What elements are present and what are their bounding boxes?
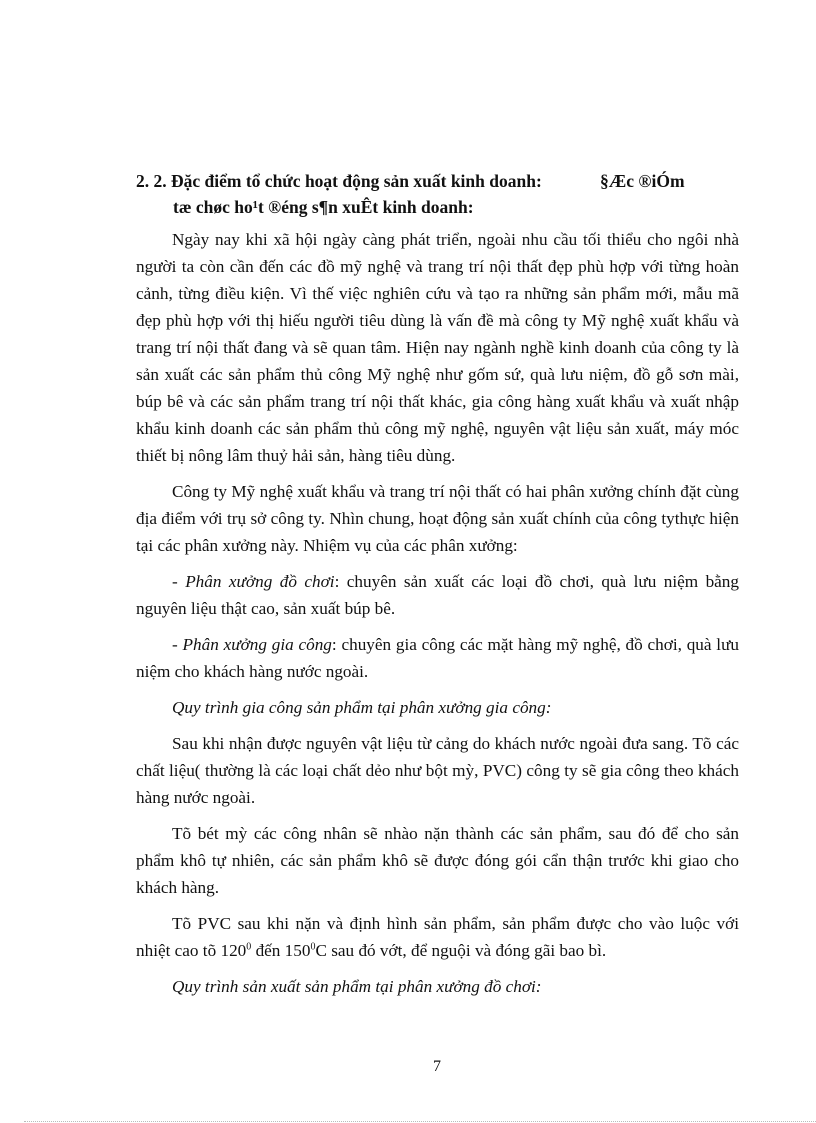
term-description: : chuyên gia công các mặt hàng mỹ nghệ, đồ chơi, quà lưu niệm cho khách hàng nước ngoài. [136,635,739,681]
paragraph: Tõ bét mỳ các công nhân sẽ nhào nặn thành các sản phẩm, sau đó để cho sản phẩm khô tự nhiên, các sản phẩm khô sẽ được đóng gói cẩn thận trước khi giao cho khách hàng. [136,824,739,897]
term-processing-workshop: Phân xưởng gia công [182,635,332,654]
paragraph: Sau khi nhận được nguyên vật liệu từ cảng do khách nước ngoài đưa sang. Tõ các chất liệu( thường là các loại chất dẻo như bột mỳ, PVC) công ty sẽ gia công theo khách hàng nước ngoài. [136,734,739,807]
page-number: 7 [433,1058,441,1075]
dash-prefix: - [172,635,183,654]
text-run: Tõ PVC sau khi nặn và định hình sản phẩm, sản phẩm được cho vào luộc với nhiệt cao tõ 120 [136,914,739,960]
list-item-processing-workshop [136,631,739,685]
superscript: 0 [246,941,252,953]
body-text [136,226,739,1009]
page-bottom-divider [24,1121,816,1122]
paragraph: Công ty Mỹ nghệ xuất khẩu và trang trí nội thất có hai phân xưởng chính đặt cùng địa điểm với trụ sở công ty. Nhìn chung, hoạt động sản xuất chính của công tythực hiện tại các phân xưởng này. Nhiệm vụ của các phân xưởng: [136,482,739,555]
heading-garbled-text: §Æc ®iÓm [600,171,685,191]
text-run: C sau đó vớt, để nguội và đóng gãi bao bì. [315,941,607,960]
heading-line-2: tæ chøc ho¹t ®éng s¶n xuÊt kinh doanh: [173,197,474,217]
superscript: 0 [310,941,316,953]
term-description: : chuyên sản xuất các loại đồ chơi, quà lưu niệm bằng nguyên liệu thật cao, sản xuất búp bê. [136,572,739,618]
paragraph: Ngày nay khi xã hội ngày càng phát triển, ngoài nhu cầu tối thiểu cho ngôi nhà người ta còn cần đến các đồ mỹ nghệ và trang trí nội thất đẹp phù hợp với từng hoàn cảnh, từng điều kiện. Vì thế việc nghiên cứu và tạo ra những sản phẩm mới, mẫu mã đẹp phù hợp với thị hiếu người tiêu dùng là vấn đề mà công ty Mỹ nghệ xuất khẩu và trang trí nội thất đang và sẽ quan tâm. Hiện nay ngành nghề kinh doanh của công ty là sản xuất các sản phẩm thủ công Mỹ nghệ như gốm sứ, quà lưu niệm, đồ gỗ sơn mài, búp bê và các sản phẩm trang trí nội thất khác, gia công hàng xuất khẩu và xuất nhập khẩu kinh doanh các sản phẩm thủ công mỹ nghệ, nguyên vật liệu sản xuất, máy móc thiết bị nông lâm thuỷ hải sản, hàng tiêu dùng. [136,230,739,465]
paragraph-temperature [136,910,739,964]
heading-line-1: 2. 2. Đặc điểm tổ chức hoạt động sản xuất kinh doanh: [136,171,542,191]
section-heading [136,168,776,220]
list-item-toy-workshop [136,568,739,622]
subheading-toy-production: Quy trình sản xuất sản phẩm tại phân xưởng đồ chơi: [172,977,542,996]
text-run: đến 150 [251,941,311,960]
term-toy-workshop: Phân xưởng đồ chơi [185,572,335,591]
subheading-processing: Quy trình gia công sản phẩm tại phân xưởng gia công: [172,698,552,717]
dash-prefix: - [172,572,186,591]
